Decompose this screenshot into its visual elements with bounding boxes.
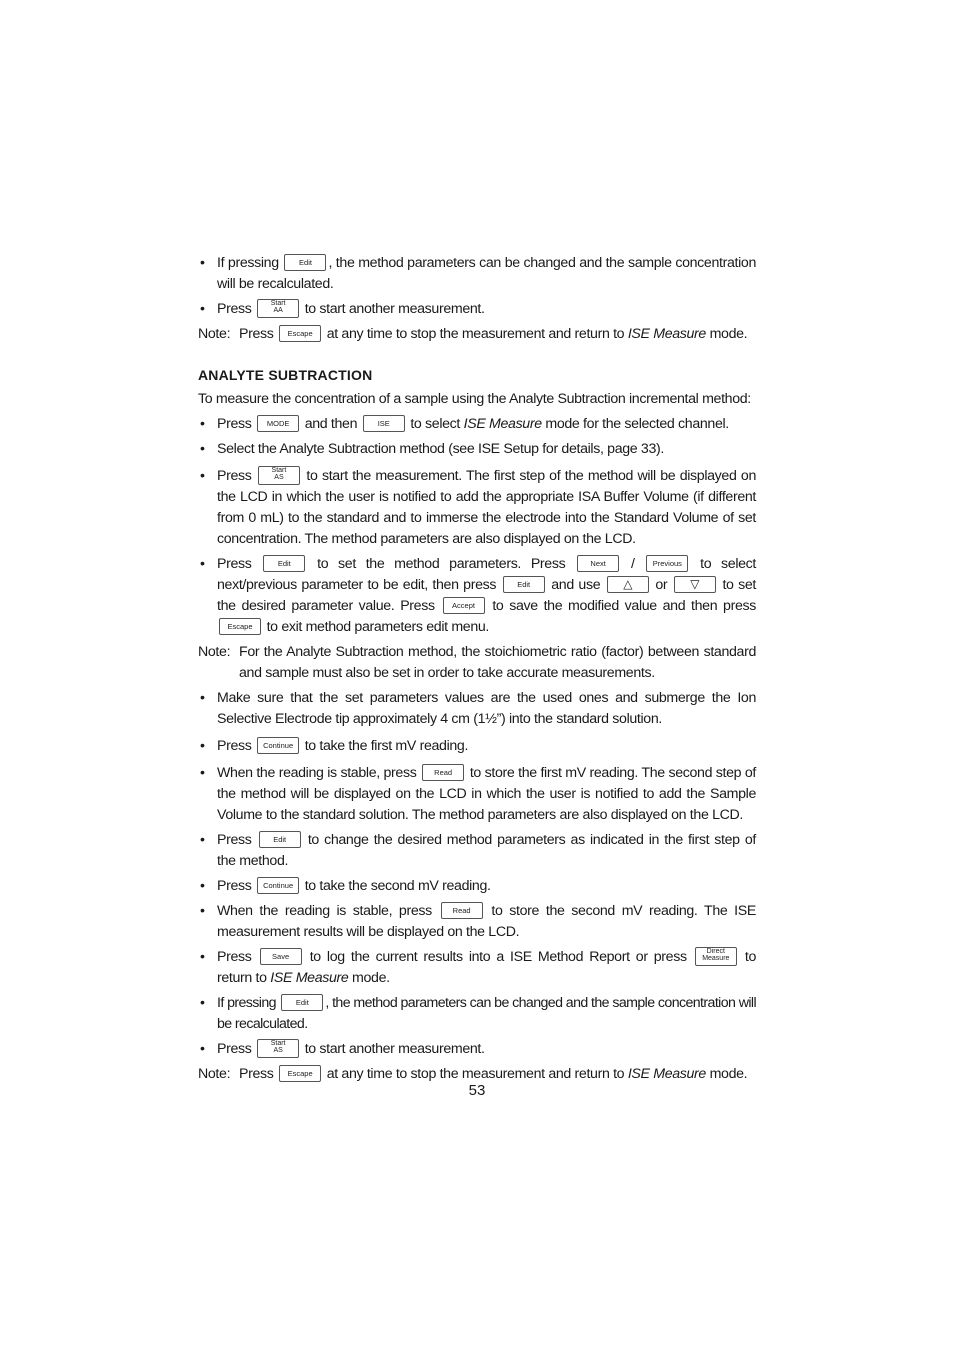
up-arrow-key-icon: △ <box>607 576 649 593</box>
text: at any time to stop the measurement and return to <box>326 326 625 342</box>
ise-key-icon: ISE <box>363 415 405 432</box>
text: to start another measurement. <box>304 301 485 317</box>
manual-page <box>198 253 756 1085</box>
read-key-icon: Read <box>441 902 483 919</box>
bullet-press-start-as: • Press Start AS to start another measurement. <box>198 1039 756 1060</box>
edit-key-icon: Edit <box>263 555 305 572</box>
continue-key-icon: Continue <box>257 737 299 754</box>
edit-key-icon: Edit <box>281 994 323 1011</box>
text: mode. <box>709 326 748 342</box>
bullet-press-start-aa <box>198 299 756 320</box>
edit-key-icon: Edit <box>503 576 545 593</box>
edit-key-icon: Edit <box>284 254 326 271</box>
continue-key-icon: Continue <box>257 877 299 894</box>
note-label: Note: <box>198 326 231 342</box>
section-heading: ANALYTE SUBTRACTION <box>198 367 373 383</box>
mode-key-icon: MODE <box>257 415 299 432</box>
bullet-set-parameters: • Press Edit to set the method parameters. Press Next / Previous to select next/previous parameter to be edit, then press Edit and use △ or ▽ to set the desired parameter value. Press Accept to save the modified value and then press Escape to exit method parameters edit menu. <box>198 554 756 638</box>
bullet-if-pressing-edit-2: • If pressing Edit , the method parameters can be changed and the sample concentration will be recalculated. <box>198 993 756 1035</box>
read-key-icon: Read <box>422 764 464 781</box>
start-as-key-icon: Start AS <box>257 1039 299 1058</box>
accept-key-icon: Accept <box>443 597 485 614</box>
bullet-save-report: • Press Save to log the current results into a ISE Method Report or press Direct Measure to return to ISE Measure mode. <box>198 947 756 989</box>
bullet-start-as: • Press Start AS to start the measurement. The first step of the method will be displayed on the LCD in which the user is notified to add the appropriate ISA Buffer Volume (if different from 0 mL) to the standard and to immerse the electrode into the Standard Volume of set concentration. The method parameters are also displayed on the LCD. <box>198 466 756 550</box>
note-label: Note: <box>198 1066 231 1082</box>
bullet-store-second: • When the reading is stable, press Read to store the second mV reading. The ISE measurement results will be displayed on the LCD. <box>198 901 756 943</box>
text: Press <box>217 301 252 317</box>
page-number: 53 <box>468 1082 486 1099</box>
text: If pressing <box>217 255 279 271</box>
bullet-first-reading: • Press Continue to take the first mV reading. <box>198 736 756 757</box>
save-key-icon: Save <box>260 948 302 965</box>
bullet-if-pressing-edit <box>198 253 756 295</box>
intro-text: To measure the concentration of a sample using the Analyte Subtraction incremental method: <box>198 391 751 407</box>
bullet-submerge: • Make sure that the set parameters values are the used ones and submerge the Ion Selective Electrode tip approximately 4 cm (1½”) into the standard solution. <box>198 688 756 730</box>
direct-measure-key-icon: Direct Measure <box>695 947 737 966</box>
next-key-icon: Next <box>577 555 619 572</box>
bullet-change-parameters: • Press Edit to change the desired method parameters as indicated in the first step of the method. <box>198 830 756 872</box>
start-as-key-icon: Start AS <box>258 466 300 485</box>
edit-key-icon: Edit <box>259 831 301 848</box>
escape-key-icon: Escape <box>219 618 261 635</box>
text: , the method parameters can be changed and the sample concentration will be recalculated. <box>217 255 756 292</box>
note-escape <box>198 324 756 345</box>
escape-key-icon: Escape <box>279 325 321 342</box>
down-arrow-key-icon: ▽ <box>674 576 716 593</box>
start-aa-key-icon: Start AA <box>257 299 299 318</box>
previous-key-icon: Previous <box>646 555 688 572</box>
bullet-select-method: • Select the Analyte Subtraction method (see ISE Setup for details, page 33). <box>198 439 756 460</box>
escape-key-icon: Escape <box>279 1065 321 1082</box>
bullet-second-reading: • Press Continue to take the second mV reading. <box>198 876 756 897</box>
ise-measure-text: ISE Measure <box>627 326 706 342</box>
bullet-store-first: • When the reading is stable, press Read to store the first mV reading. The second step of the method will be displayed on the LCD in which the user is notified to add the Sample Volume to the standard solution. The method parameters are also displayed on the LCD. <box>198 763 756 826</box>
note-escape-2: Note: Press Escape at any time to stop the measurement and return to ISE Measure mode. <box>198 1064 756 1085</box>
bullet-select-mode: • Press MODE and then ISE to select ISE Measure mode for the selected channel. <box>198 414 756 435</box>
note-label: Note: <box>198 644 231 660</box>
text: Press <box>239 326 274 342</box>
note-stoichiometric: Note: For the Analyte Subtraction method, the stoichiometric ratio (factor) between standard and sample must also be set in order to take accurate measurements. <box>198 644 756 681</box>
